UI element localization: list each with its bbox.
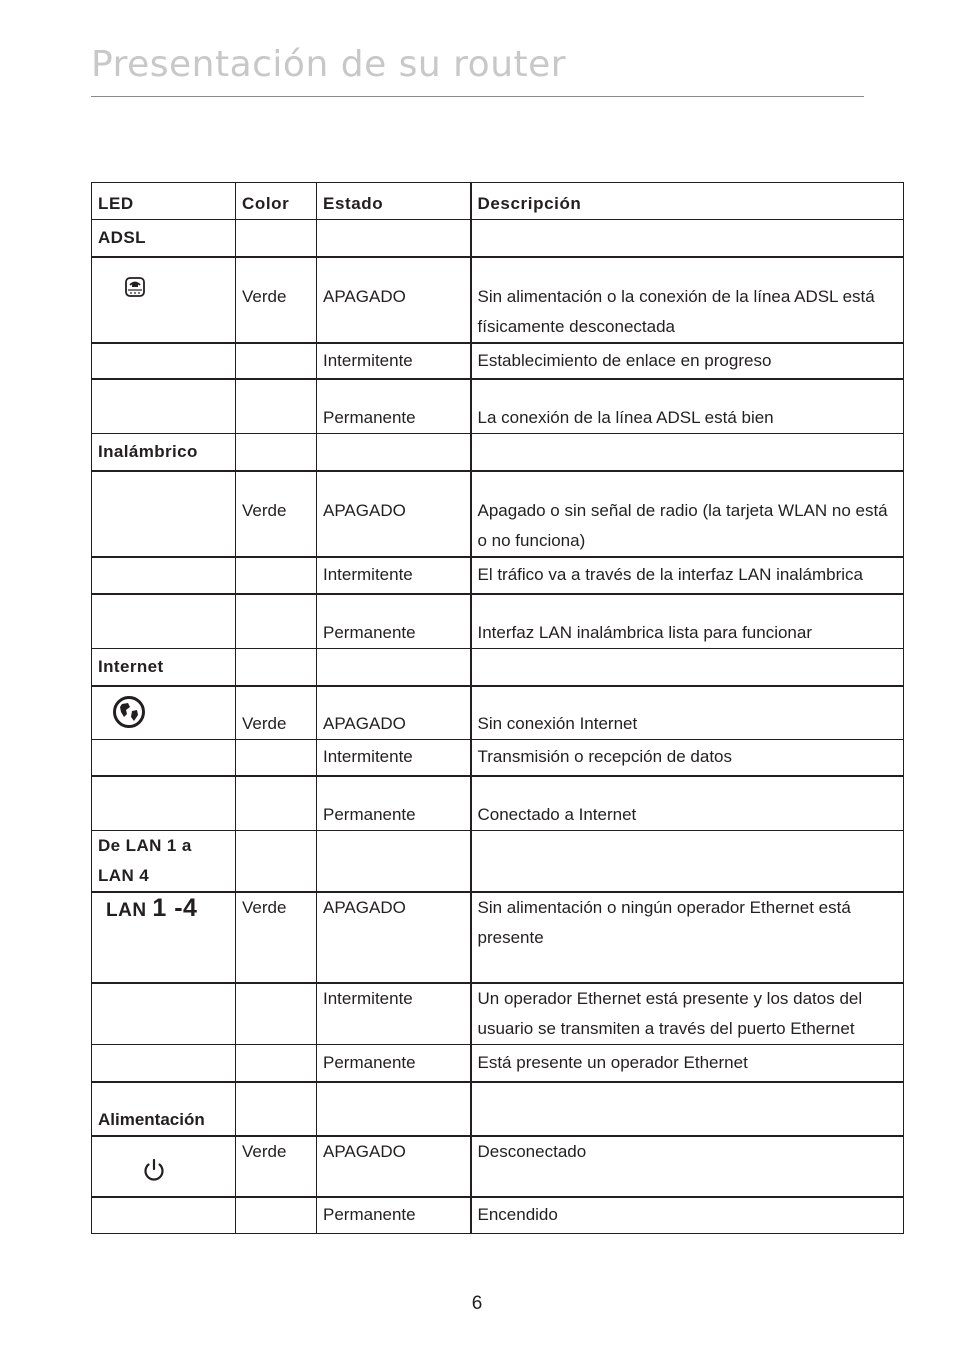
estado-cell: APAGADO bbox=[317, 686, 471, 740]
descripcion-cell: Sin alimentación o ningún operador Ethernet está presente bbox=[471, 892, 904, 983]
led-icon-cell bbox=[92, 892, 236, 983]
descripcion-cell: Interfaz LAN inalámbrica lista para funcionar bbox=[471, 594, 904, 649]
header-descripcion: Descripción bbox=[471, 183, 904, 220]
header-estado: Estado bbox=[317, 183, 471, 220]
globe-icon bbox=[112, 695, 146, 729]
led-icon-cell bbox=[92, 257, 236, 343]
estado-cell: Permanente bbox=[317, 379, 471, 434]
telephone-icon bbox=[122, 274, 148, 300]
header-led: LED bbox=[92, 183, 236, 220]
led-icon-cell bbox=[92, 686, 236, 740]
descripcion-cell: Está presente un operador Ethernet bbox=[471, 1045, 904, 1082]
color-cell: Verde bbox=[236, 257, 317, 343]
table-row bbox=[92, 379, 904, 434]
color-cell: Verde bbox=[236, 1136, 317, 1197]
estado-cell: Intermitente bbox=[317, 740, 471, 776]
table-row bbox=[92, 983, 904, 1045]
led-status-table bbox=[91, 182, 904, 1234]
color-cell bbox=[236, 740, 317, 776]
table-row bbox=[92, 1197, 904, 1234]
section-label-inalambrico: Inalámbrico bbox=[92, 434, 236, 471]
descripcion-cell: El tráfico va a través de la interfaz LAN inalámbrica bbox=[471, 557, 904, 594]
section-label-adsl: ADSL bbox=[92, 220, 236, 257]
section-row-inalambrico bbox=[92, 434, 904, 471]
color-cell: Verde bbox=[236, 892, 317, 983]
section-row-adsl bbox=[92, 220, 904, 257]
table-row bbox=[92, 557, 904, 594]
power-icon bbox=[141, 1157, 167, 1183]
estado-cell: APAGADO bbox=[317, 1136, 471, 1197]
estado-cell: APAGADO bbox=[317, 892, 471, 983]
table-row bbox=[92, 257, 904, 343]
descripcion-cell: Transmisión o recepción de datos bbox=[471, 740, 904, 776]
table-row bbox=[92, 471, 904, 557]
table-row bbox=[92, 594, 904, 649]
section-row-lan bbox=[92, 831, 904, 893]
color-cell: Verde bbox=[236, 471, 317, 557]
table-row bbox=[92, 1045, 904, 1082]
descripcion-cell: Conectado a Internet bbox=[471, 776, 904, 831]
lan-icon-prefix: LAN bbox=[106, 900, 147, 921]
section-label-lan: De LAN 1 a LAN 4 bbox=[92, 831, 236, 893]
section-label-internet: Internet bbox=[92, 649, 236, 686]
table-header-row bbox=[92, 183, 904, 220]
page-title: Presentación de su router bbox=[91, 44, 567, 85]
estado-cell: Permanente bbox=[317, 776, 471, 831]
section-row-alimentacion bbox=[92, 1082, 904, 1136]
color-cell: Verde bbox=[236, 686, 317, 740]
estado-cell: Intermitente bbox=[317, 343, 471, 379]
table-row bbox=[92, 776, 904, 831]
page-number: 6 bbox=[471, 1293, 483, 1314]
estado-cell: Permanente bbox=[317, 1045, 471, 1082]
color-cell bbox=[236, 983, 317, 1045]
section-label-alimentacion: Alimentación bbox=[92, 1082, 236, 1136]
table-row bbox=[92, 1136, 904, 1197]
estado-cell: Permanente bbox=[317, 594, 471, 649]
color-cell bbox=[236, 343, 317, 379]
section-row-internet bbox=[92, 649, 904, 686]
estado-cell: APAGADO bbox=[317, 257, 471, 343]
title-divider bbox=[91, 96, 864, 97]
led-icon-cell bbox=[92, 1136, 236, 1197]
descripcion-cell: Desconectado bbox=[471, 1136, 904, 1197]
descripcion-cell: La conexión de la línea ADSL está bien bbox=[471, 379, 904, 434]
table-row bbox=[92, 686, 904, 740]
estado-cell: Intermitente bbox=[317, 983, 471, 1045]
estado-cell: Permanente bbox=[317, 1197, 471, 1234]
descripcion-cell: Sin alimentación o la conexión de la línea ADSL está físicamente desconectada bbox=[471, 257, 904, 343]
table-row bbox=[92, 740, 904, 776]
descripcion-cell: Encendido bbox=[471, 1197, 904, 1234]
color-cell bbox=[236, 594, 317, 649]
estado-cell: Intermitente bbox=[317, 557, 471, 594]
color-cell bbox=[236, 1197, 317, 1234]
table-row bbox=[92, 343, 904, 379]
lan-icon-range: 1 -4 bbox=[152, 894, 198, 922]
descripcion-cell: Apagado o sin señal de radio (la tarjeta WLAN no está o no funciona) bbox=[471, 471, 904, 557]
table-row bbox=[92, 892, 904, 983]
color-cell bbox=[236, 1045, 317, 1082]
descripcion-cell: Establecimiento de enlace en progreso bbox=[471, 343, 904, 379]
lan-icon bbox=[106, 893, 197, 926]
color-cell bbox=[236, 557, 317, 594]
descripcion-cell: Sin conexión Internet bbox=[471, 686, 904, 740]
descripcion-cell: Un operador Ethernet está presente y los datos del usuario se transmiten a través del puerto Ethernet bbox=[471, 983, 904, 1045]
estado-cell: APAGADO bbox=[317, 471, 471, 557]
color-cell bbox=[236, 776, 317, 831]
header-color: Color bbox=[236, 183, 317, 220]
color-cell bbox=[236, 379, 317, 434]
